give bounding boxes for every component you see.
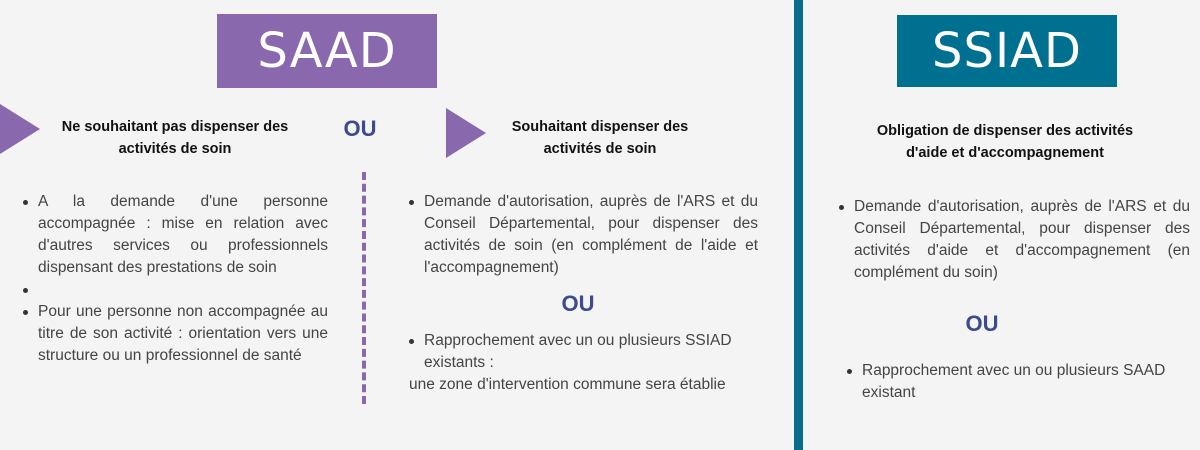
list-item: Rapprochement avec un ou plusieurs SSIAD existants : <box>408 330 758 374</box>
ou-label: OU <box>343 116 377 141</box>
ou-label: OU <box>965 311 999 336</box>
saad-title-text: SAAD <box>257 23 397 79</box>
ssiad-list <box>838 196 1190 284</box>
list-item: Demande d'autorisation, auprès de l'ARS et du Conseil Départemental, pour dispenser des activités d'aide et d'accompagnement (en complément du soin) <box>838 196 1190 284</box>
dashed-separator <box>362 172 367 404</box>
list-item: Demande d'autorisation, auprès de l'ARS et du Conseil Départemental, pour dispenser des activités de soin (en complément de l'aide et l'accompagnement) <box>408 191 758 279</box>
saad-care-list <box>408 191 758 279</box>
saad-title <box>217 14 437 88</box>
ssiad-list-2 <box>846 360 1186 404</box>
ou-label: OU <box>561 291 595 316</box>
list-spacer <box>22 279 328 301</box>
intervention-note: une zone d'intervention commune sera établie <box>409 376 726 393</box>
saad-no-care-list <box>22 191 328 367</box>
saad-care-heading: Souhaitant dispenser des activités de soin <box>511 119 689 157</box>
ssiad-title-text: SSIAD <box>932 23 1082 79</box>
list-item: Pour une personne non accompagnée au titre de son activité : orientation vers une structure ou un professionnel de santé <box>22 301 328 367</box>
section-divider <box>794 0 803 450</box>
saad-no-care-heading: Ne souhaitant pas dispenser des activités de soin <box>61 119 289 157</box>
list-item: A la demande d'une personne accompagnée : mise en relation avec d'autres services ou professionnels dispensant des prestations de soin <box>22 191 328 279</box>
saad-care-list-2 <box>408 330 758 396</box>
ssiad-heading: Obligation de dispenser des activités d'aide et d'accompagnement <box>876 123 1134 161</box>
list-item: Rapprochement avec un ou plusieurs SAAD existant <box>846 360 1186 404</box>
arrow-right-icon <box>446 108 486 158</box>
arrow-right-icon <box>0 104 40 154</box>
ssiad-title <box>897 15 1117 87</box>
